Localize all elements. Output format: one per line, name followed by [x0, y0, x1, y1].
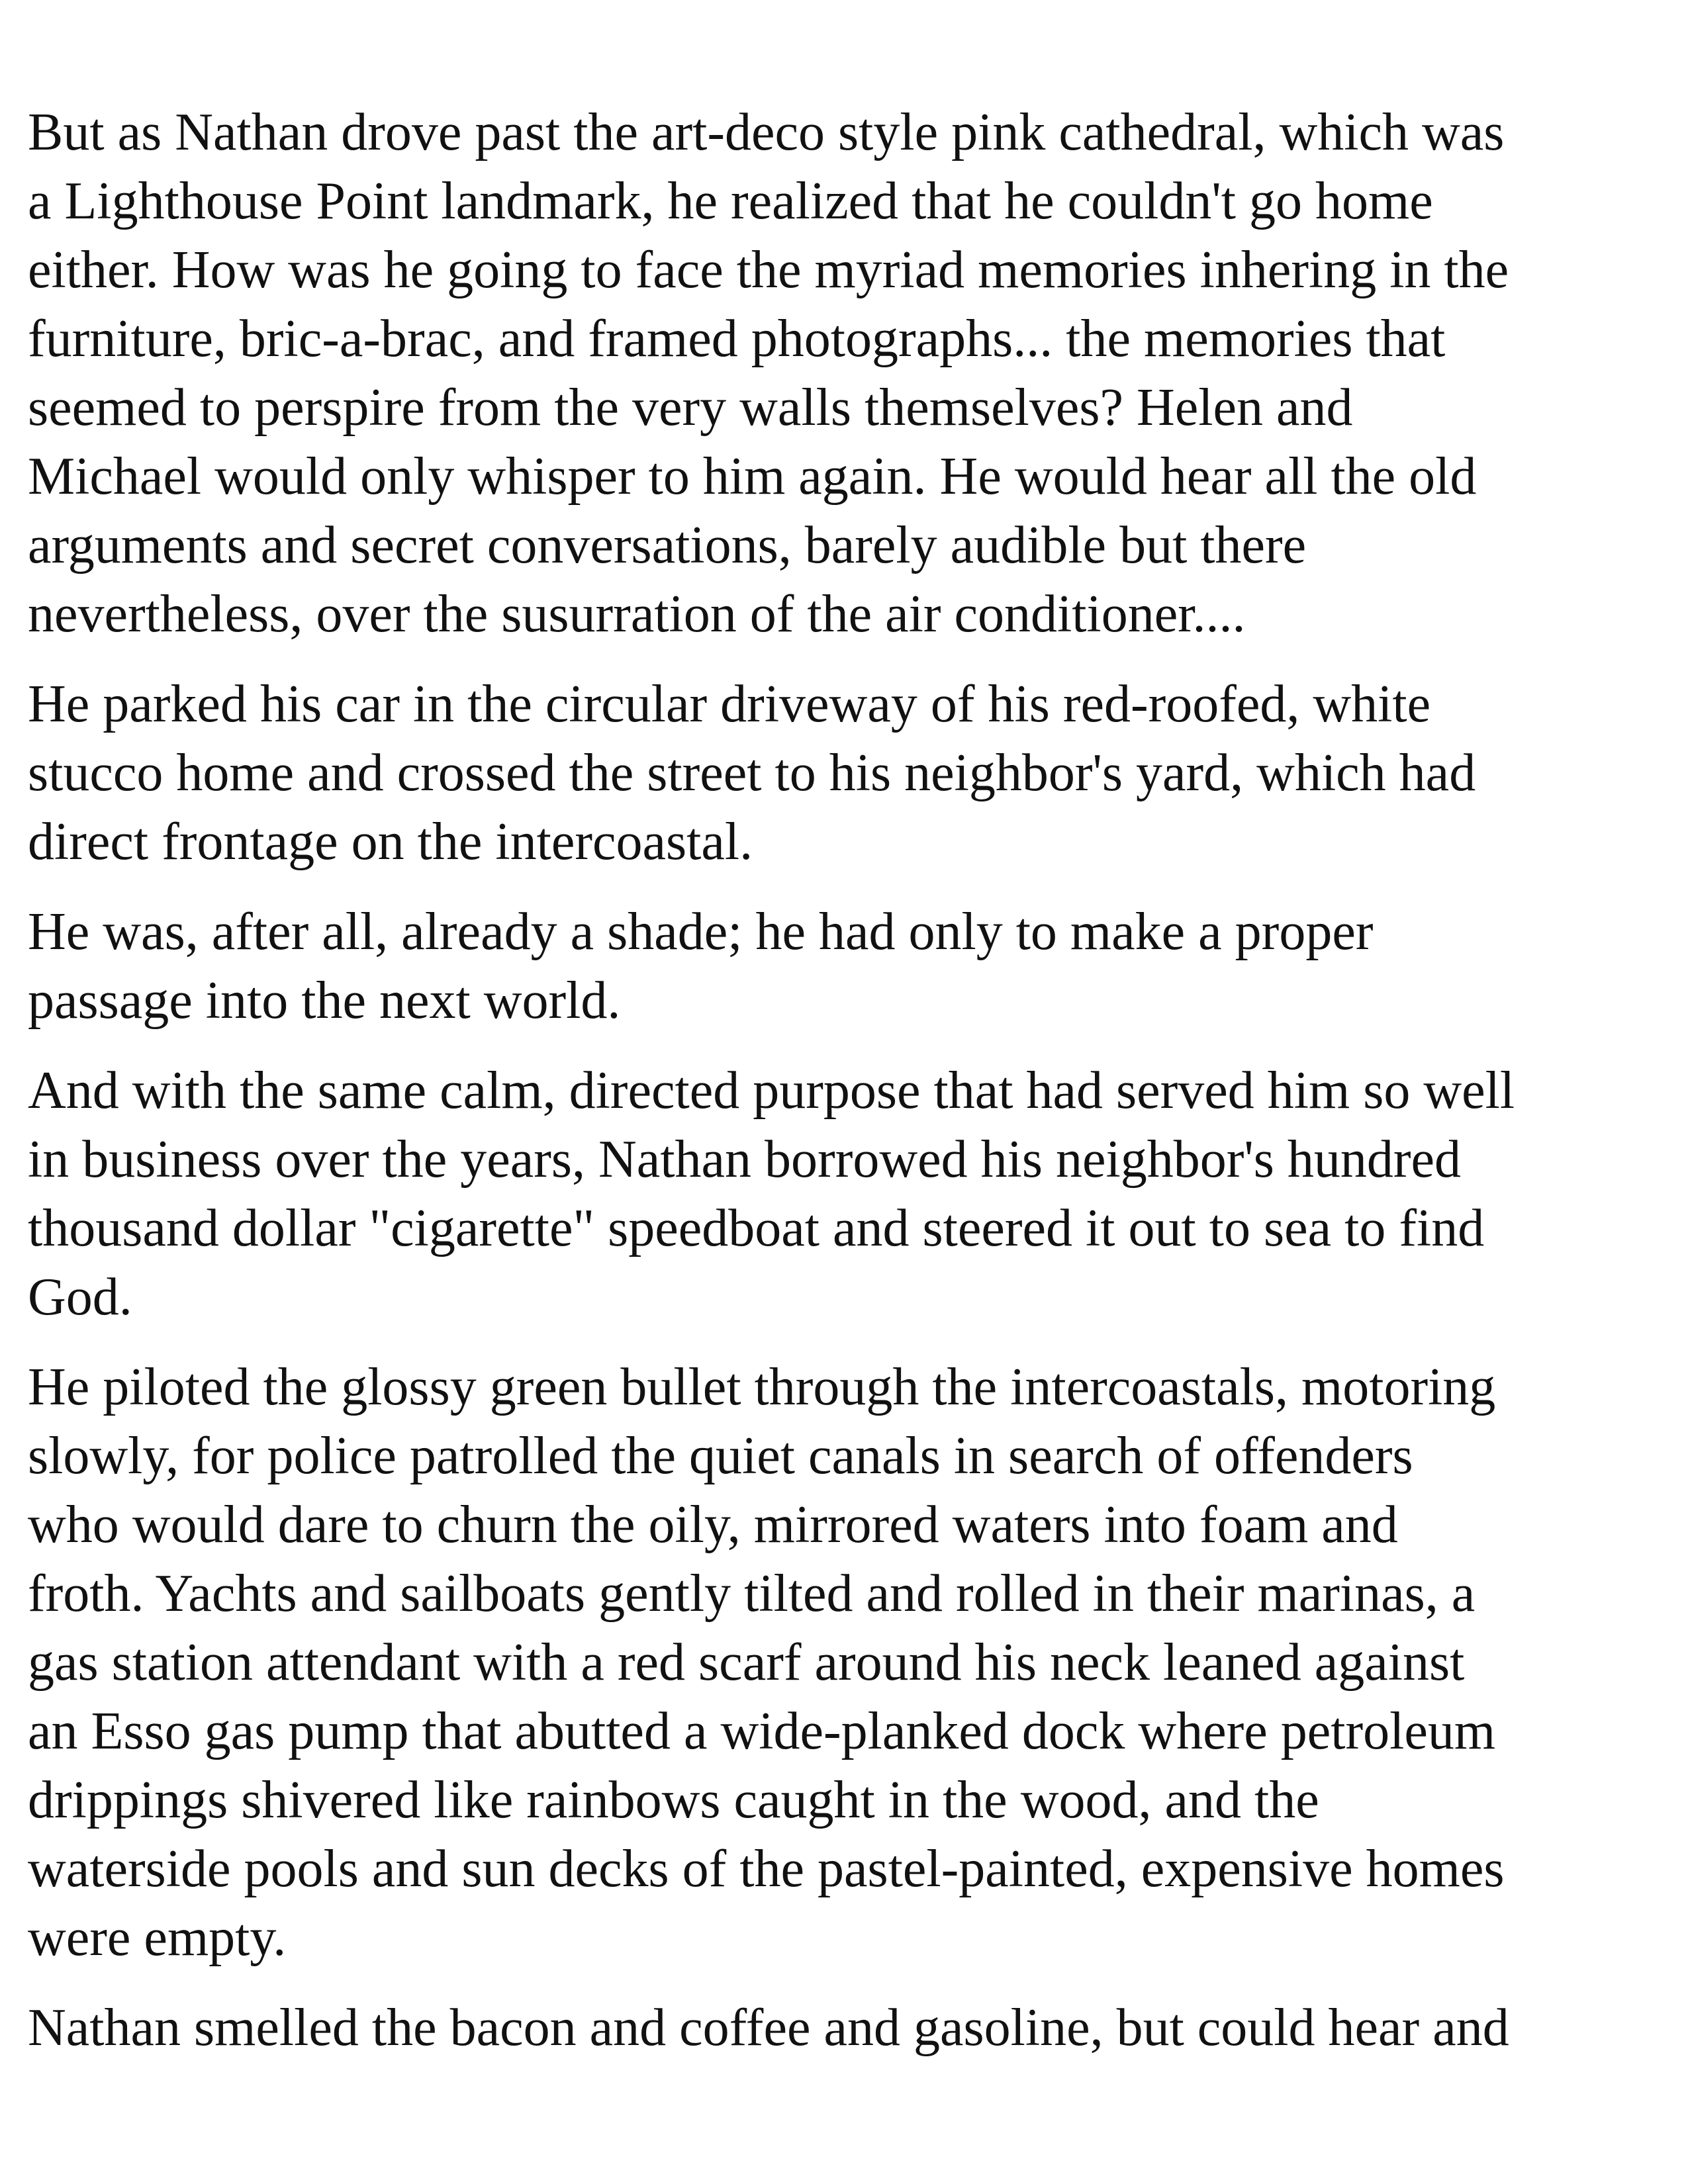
text-line: slowly, for police patrolled the quiet canals in search of offenders	[28, 1427, 1413, 1485]
text-line: He parked his car in the circular driveway of his red-roofed, white	[28, 675, 1431, 733]
text-line: And with the same calm, directed purpose that had served him so well	[28, 1062, 1515, 1120]
text-line: direct frontage on the intercoastal.	[28, 813, 753, 871]
text-line: He piloted the glossy green bullet through the intercoastals, motoring	[28, 1358, 1496, 1416]
text-line: stucco home and crossed the street to his neighbor's yard, which had	[28, 744, 1476, 802]
paragraph	[28, 1056, 1676, 1332]
text-line: nevertheless, over the susurration of the air conditioner....	[28, 585, 1246, 643]
text-line: seemed to perspire from the very walls themselves? Helen and	[28, 379, 1353, 437]
paragraph	[28, 1993, 1676, 2062]
text-line: furniture, bric-a-brac, and framed photographs... the memories that	[28, 310, 1446, 368]
text-line: in business over the years, Nathan borrowed his neighbor's hundred	[28, 1130, 1462, 1189]
text-line: an Esso gas pump that abutted a wide-planked dock where petroleum	[28, 1702, 1496, 1760]
text-line: passage into the next world.	[28, 972, 621, 1030]
text-line: Michael would only whisper to him again. He would hear all the old	[28, 447, 1477, 506]
text-line: thousand dollar "cigarette" speedboat and steered it out to sea to find	[28, 1199, 1485, 1257]
text-line: gas station attendant with a red scarf around his neck leaned against	[28, 1633, 1465, 1692]
text-line: either. How was he going to face the myriad memories inhering in the	[28, 241, 1509, 299]
text-line: froth. Yachts and sailboats gently tilted and rolled in their marinas, a	[28, 1565, 1476, 1623]
text-line: waterside pools and sun decks of the pastel-painted, expensive homes	[28, 1840, 1505, 1898]
paragraph	[28, 897, 1676, 1035]
text-line: drippings shivered like rainbows caught in the wood, and the	[28, 1771, 1319, 1829]
paragraph	[28, 670, 1676, 876]
text-line: who would dare to churn the oily, mirrored waters into foam and	[28, 1496, 1398, 1554]
paragraph	[28, 1353, 1676, 1972]
text-line: But as Nathan drove past the art-deco style pink cathedral, which was	[28, 103, 1505, 161]
paragraph	[28, 98, 1676, 649]
text-line: God.	[28, 1268, 132, 1326]
text-line: arguments and secret conversations, barely audible but there	[28, 516, 1307, 574]
text-line: were empty.	[28, 1909, 287, 1967]
text-line: Nathan smelled the bacon and coffee and gasoline, but could hear and	[28, 1999, 1509, 2057]
text-line: He was, after all, already a shade; he had only to make a proper	[28, 903, 1374, 961]
text-line: a Lighthouse Point landmark, he realized that he couldn't go home	[28, 172, 1433, 230]
document-page	[28, 98, 1676, 2083]
